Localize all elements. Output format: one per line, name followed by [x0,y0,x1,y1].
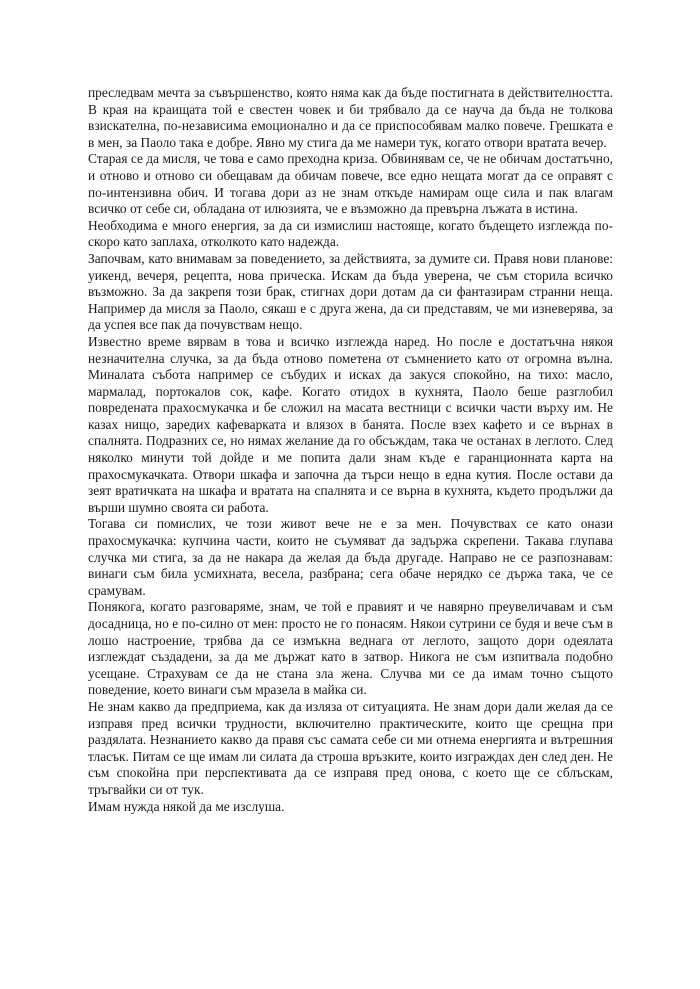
paragraph: Старая се да мисля, че това е само преходна криза. Обвинявам се, че не обичам достатъчно, и отново и отново си обещавам да обичам повече, все едно нещата могат да се оправят с по-интензивна обич. И тогава дори аз не знам откъде намирам още сила и пак влагам всичко от себе си, обладана от илюзията, че е възможно да превърна лъжата в истина. [88,151,613,217]
paragraph: Необходима е много енергия, за да си измислиш настояще, когато бъдещето изглежда по-скоро като заплаха, отколкото като надежда. [88,217,613,250]
paragraph: Понякога, когато разговаряме, знам, че той е правият и че навярно преувеличавам и съм досадница, но е по-силно от мен: просто не го понасям. Някои сутрини се будя и вече съм в лошо настроение, трябва да се измъкна веднага от леглото, защото дори одеялата изглеждат създадени, за да ме държат като в затвор. Никога не съм изпитвала подобно усещане. Страхувам се да не стана зла жена. Случва ми се да имам точно същото поведение, което винаги съм мразела в майка си. [88,599,613,698]
paragraph: Не знам какво да предприема, как да изляза от ситуацията. Не знам дори дали желая да се изправя пред всички трудности, включително практическите, които ще срещна при раздялата. Незнанието какво да правя със самата себе си ми отнема енергията и вътрешния тласък. Питам се ще имам ли силата да строша връзките, които изграждах ден след ден. Не съм спокойна при перспективата да се изправя пред онова, с което ще се сблъскам, тръгвайки си от тук. [88,698,613,797]
body-text [88,85,613,815]
paragraph: преследвам мечта за съвършенство, която няма как да бъде постигната в действителността. В края на краищата той е свестен човек и би трябвало да се науча да бъда не толкова взискателна, по-независима емоционално и да се приспособявам малко повече. Грешката е в мен, за Паоло така е добре. Явно му стига да ме намери тук, когато отвори вратата вечер. [88,85,613,150]
paragraph: Известно време вярвам в това и всичко изглежда наред. Но после е достатъчна някоя незначителна случка, за да бъда отново пометена от съмнението като от огромна вълна. Миналата събота например се събудих и исках да закуся спокойно, на тихо: масло, мармалад, портокалов сок, кафе. Когато отидох в кухнята, Паоло беше разглобил повредената прахосмукачка и бе сложил на масата вестници с всички части върху им. Не казах нищо, заредих кафеварката и влязох в банята. После взех кафето и се върнах в спалнята. Подразних се, но нямах желание да го обсъждам, така че останах в леглото. След няколко минути той дойде и ме попита дали знам къде е гаранционната карта на прахосмукачката. Отвори шкафа и започна да търси нещо в една кутия. После остави да зеят вратичката на шкафа и вратата на спалнята и се върна в кухнята, където продължи да върши шумно своята си работа. [88,333,613,515]
paragraph: Започвам, като внимавам за поведението, за действията, за думите си. Правя нови планове: уикенд, вечеря, рецепта, нова прическа. Искам да бъда уверена, че съм сторила всичко възможно. За да закрепя този брак, стигнах дори дотам да си фантазирам странни неща. Например да мисля за Паоло, сякаш е с друга жена, да си представям, че ми изневерява, за да успея все пак да почувствам нещо. [88,250,613,333]
paragraph: Тогава си помислих, че този живот вече не е за мен. Почувствах се като онази прахосмукачка: купчина части, които не съумяват да задържа скрепени. Такава глупава случка ми стига, за да не накара да желая да бъда другаде. Направо не се разпознавам: винаги съм била усмихната, весела, разбрана; сега обаче нерядко се държа така, че се срамувам. [88,516,613,598]
paragraph: Имам нужда някой да ме изслуша. [88,798,285,814]
